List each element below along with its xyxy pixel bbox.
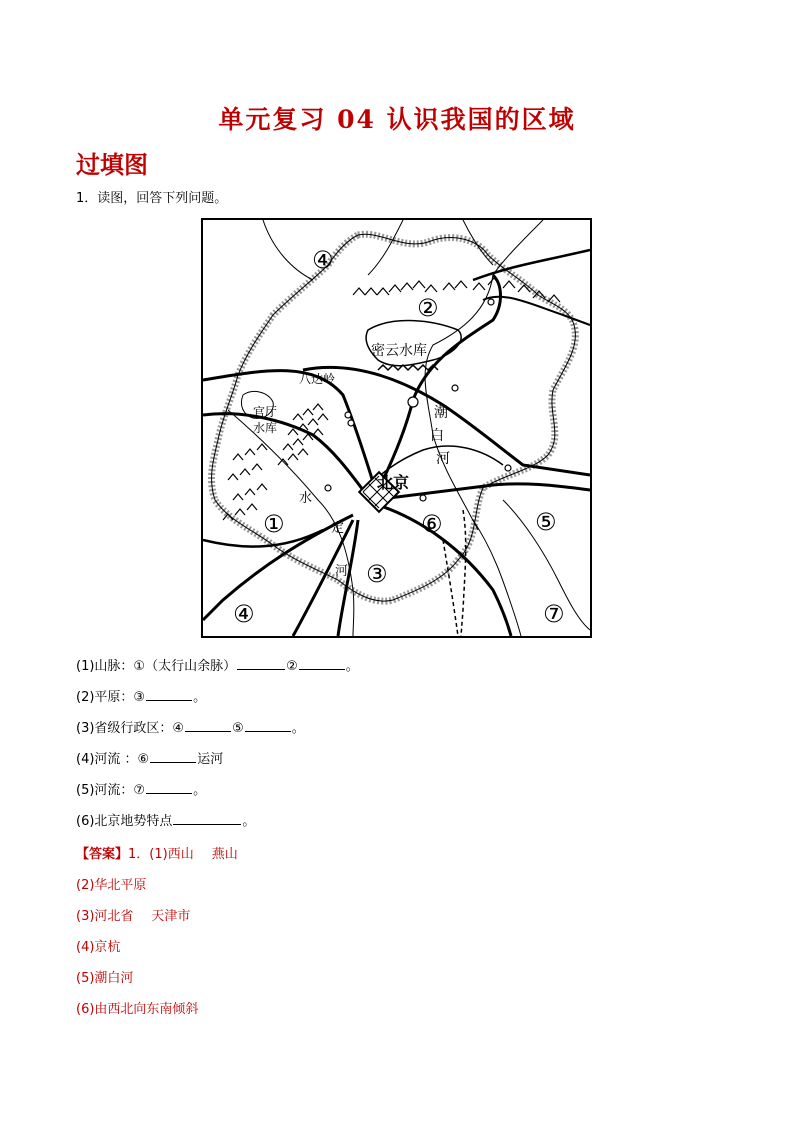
item-2-end: 。	[193, 690, 207, 705]
map-label-guanting-2: 水库	[253, 421, 278, 435]
item-3-blank-2[interactable]	[245, 719, 291, 732]
item-1-prefix: (1)山脉：①（太行山余脉）	[76, 659, 237, 674]
answer-line-2	[76, 874, 146, 893]
item-3-mid: ⑤	[232, 721, 244, 736]
page-title: 单元复习 04 认识我国的区域	[218, 105, 576, 134]
item-1-blank-2[interactable]	[299, 657, 345, 670]
map-drawing	[203, 220, 590, 636]
item-6	[76, 810, 255, 829]
map-label-2: ②	[417, 294, 439, 322]
item-1	[76, 655, 359, 674]
beijing-map	[201, 218, 592, 638]
item-5-blank[interactable]	[146, 781, 192, 794]
answer-6a: (6)由西北向东南倾斜	[76, 1002, 199, 1017]
item-3	[76, 717, 305, 736]
item-6-blank[interactable]	[173, 812, 241, 825]
answer-1b: 燕山	[211, 847, 238, 862]
answer-line-6	[76, 998, 198, 1017]
item-6-prefix: (6)北京地势特点	[76, 814, 173, 829]
answer-5a: (5)潮白河	[76, 971, 134, 986]
item-2-prefix: (2)平原：③	[76, 690, 146, 705]
question-text: 1．读图，回答下列问题。	[76, 191, 228, 206]
item-3-blank-1[interactable]	[185, 719, 231, 732]
answer-1a: 1．(1)西山	[128, 847, 194, 862]
item-4	[76, 748, 223, 767]
section-heading: 过填图	[76, 150, 148, 179]
item-4-prefix: (4)河流 ：⑥	[76, 752, 150, 767]
answer-3a: (3)河北省	[76, 909, 134, 924]
item-2	[76, 686, 206, 705]
item-3-prefix: (3)省级行政区：④	[76, 721, 185, 736]
item-1-mid: ②	[286, 659, 298, 674]
map-label-he1: 河	[436, 451, 450, 467]
item-1-blank-1[interactable]	[237, 657, 285, 670]
map-label-badaling: 八达岭	[299, 372, 336, 386]
answer-line-4	[76, 936, 120, 955]
map-label-bai: 白	[430, 428, 444, 444]
map-label-5: ⑤	[535, 508, 557, 536]
item-5	[76, 779, 206, 798]
answer-tag: 【答案】	[76, 847, 129, 862]
answer-line-3	[76, 905, 190, 924]
answer-2a: (2)华北平原	[76, 878, 147, 893]
map-label-chao: 潮	[434, 405, 448, 421]
map-label-6: ⑥	[421, 510, 443, 538]
map-label-beijing: 北京	[377, 473, 410, 492]
map-label-ding: 定	[331, 521, 345, 536]
answer-4a: (4)京杭	[76, 940, 121, 955]
item-5-prefix: (5)河流：⑦	[76, 783, 146, 798]
item-4-end: 运河	[197, 752, 224, 767]
map-label-4a: ④	[312, 246, 334, 274]
map-label-miyun: 密云水库	[371, 343, 427, 359]
map-label-he2: 河	[335, 564, 349, 579]
map-label-4b: ④	[233, 600, 255, 628]
map-label-3: ③	[366, 560, 388, 588]
answer-line-1	[76, 843, 238, 862]
answer-line-5	[76, 967, 133, 986]
item-6-end: 。	[242, 814, 256, 829]
answer-3b: 天津市	[151, 909, 191, 924]
item-4-blank[interactable]	[150, 750, 196, 763]
map-label-1: ①	[263, 510, 285, 538]
map-label-7: ⑦	[543, 600, 565, 628]
item-2-blank[interactable]	[146, 688, 192, 701]
item-3-end: 。	[291, 721, 305, 736]
map-label-guanting-1: 官厅	[253, 405, 278, 419]
item-1-end: 。	[345, 659, 359, 674]
map-label-yong: 水	[299, 491, 313, 506]
item-5-end: 。	[193, 783, 207, 798]
